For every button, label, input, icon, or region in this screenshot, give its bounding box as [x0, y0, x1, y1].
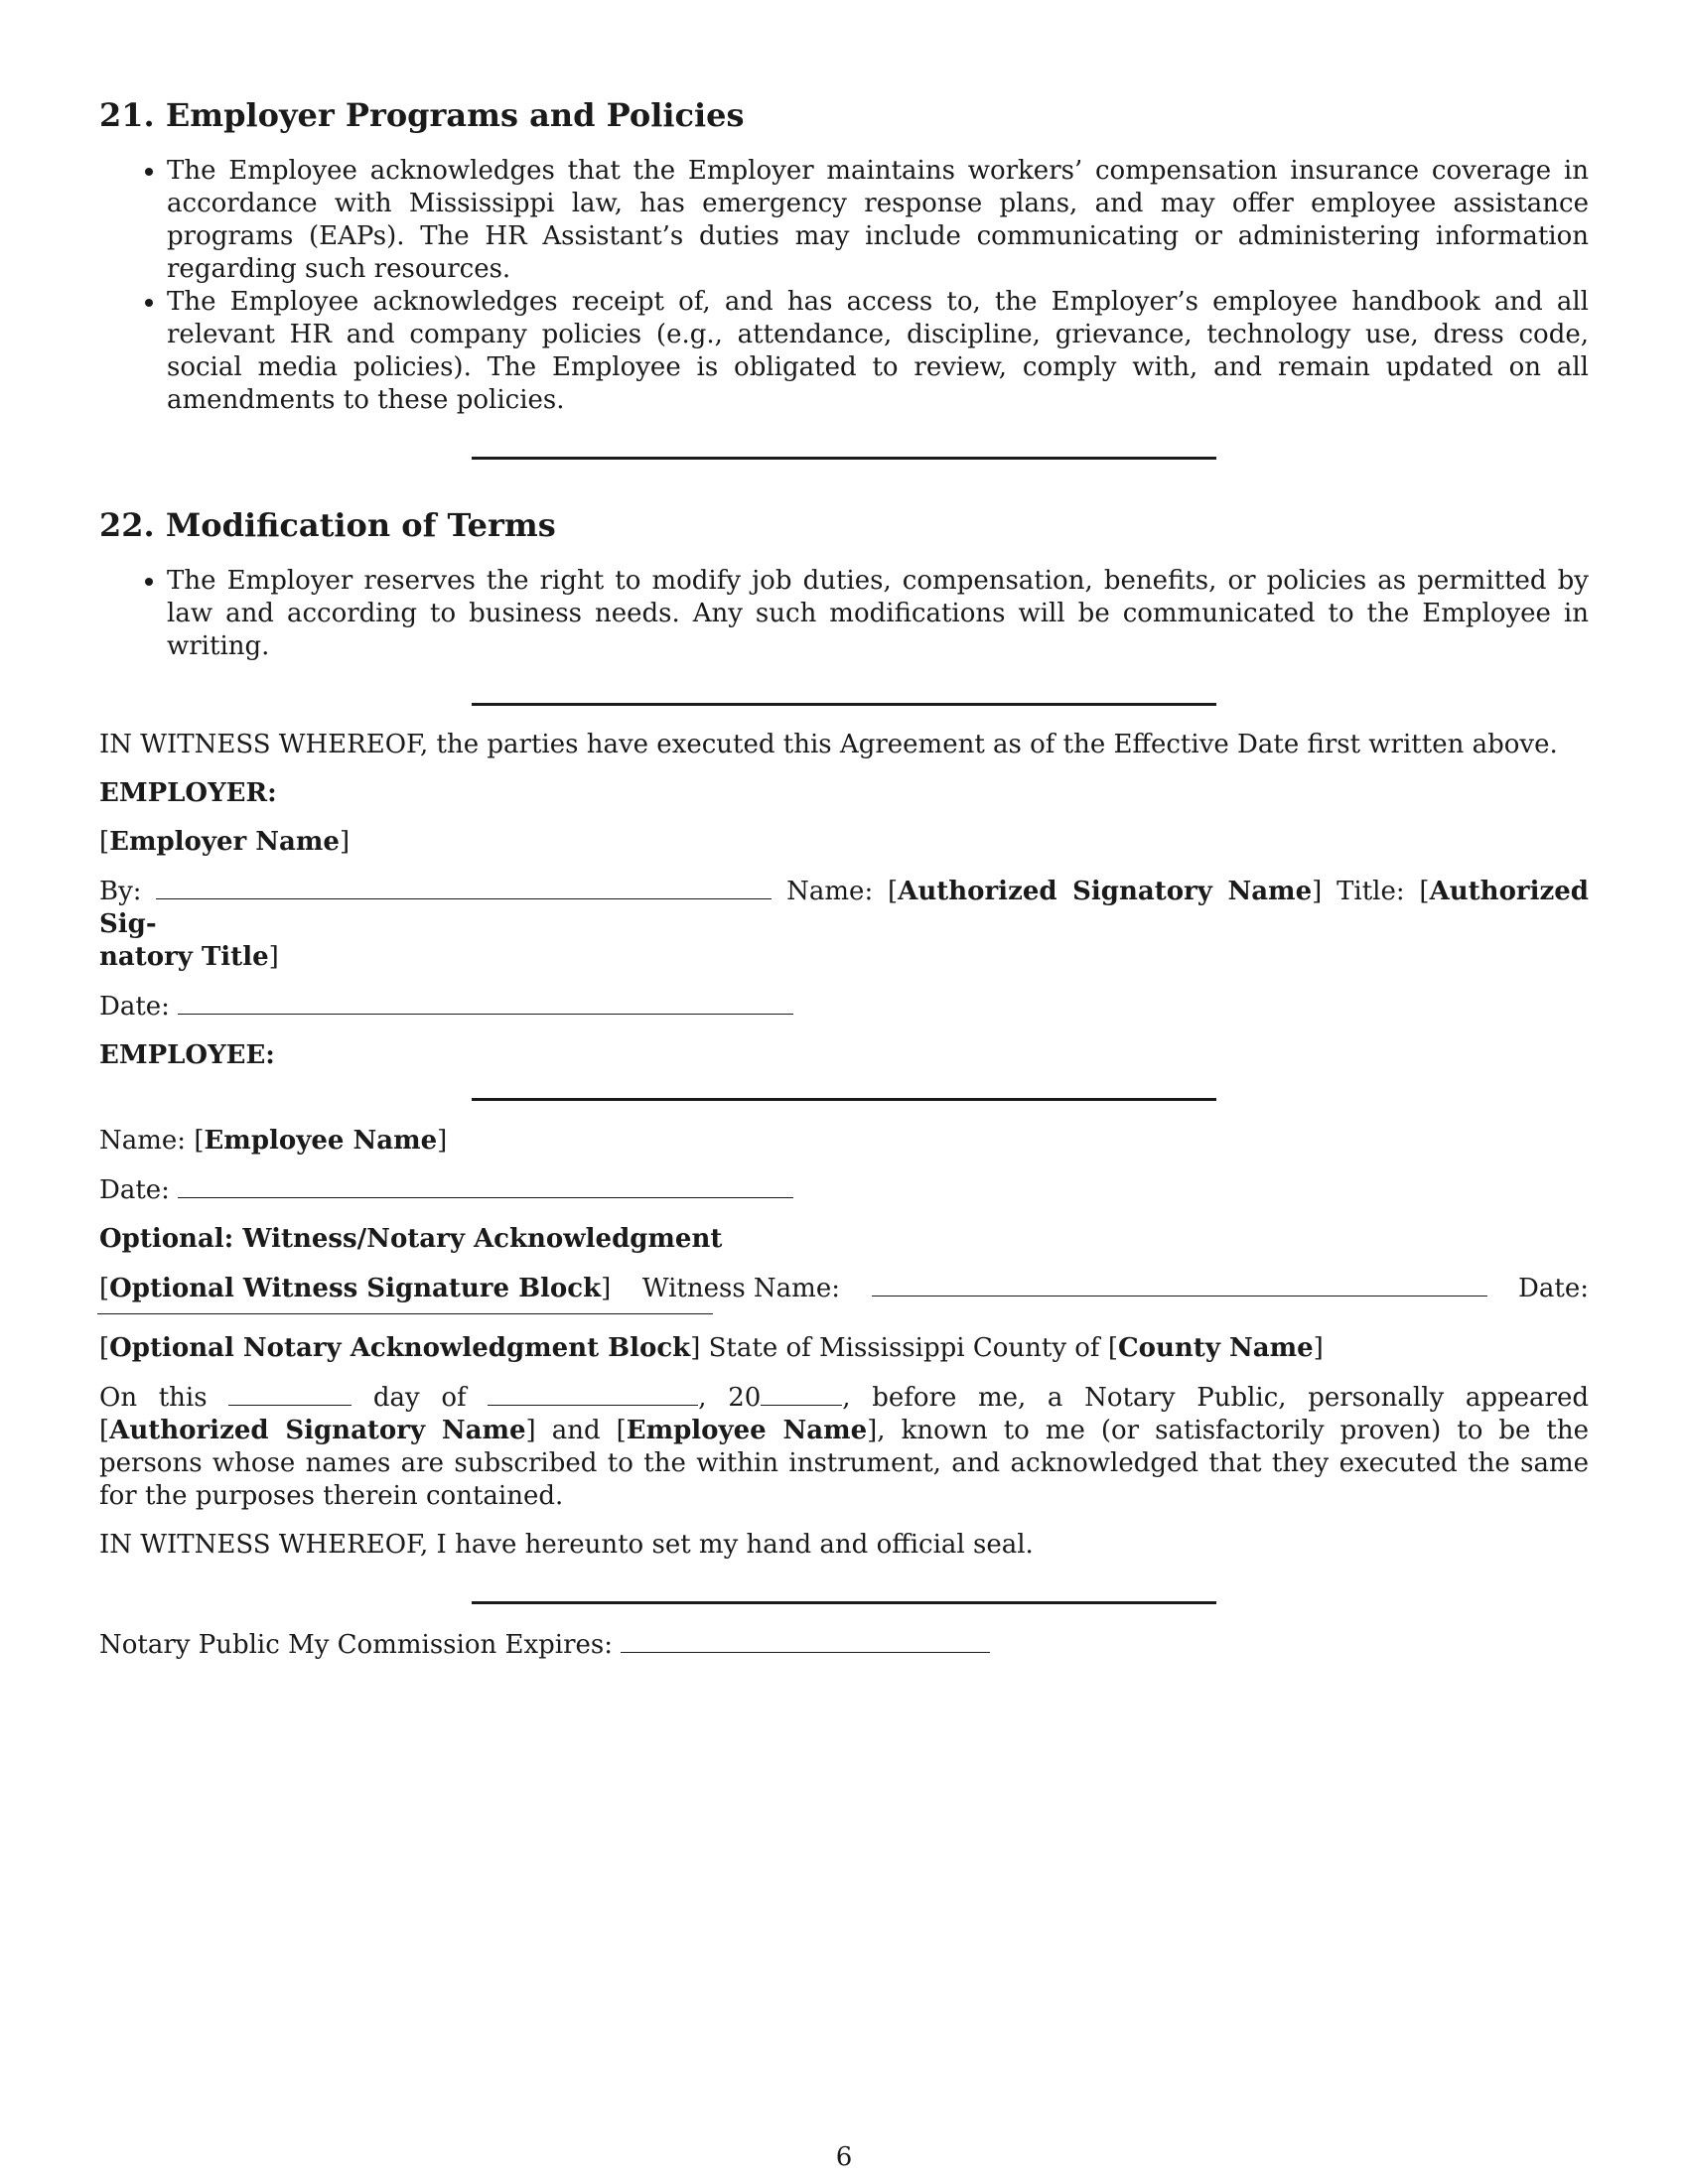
employee-name-label: Name:	[99, 1126, 187, 1156]
employer-date-label: Date:	[99, 992, 170, 1022]
section-22-bullet-1: • The Employer reserves the right to modify job duties, compensation, benefits, or policies as permitted by law and according to business needs. Any such modifications will be communicated to the Employee in writing.	[167, 565, 1589, 663]
notary-block-placeholder: Optional Notary Acknowledgment Block	[109, 1333, 691, 1363]
employee-signature-rule[interactable]	[472, 1098, 1216, 1101]
section-21-heading: 21. Employer Programs and Policies	[99, 96, 745, 134]
employer-name-placeholder: Employer Name	[109, 827, 340, 857]
notary-text-and: and	[535, 1416, 617, 1445]
notary-month-blank[interactable]	[488, 1381, 698, 1406]
notary-block-line: [Optional Notary Acknowledgment Block] State of Mississippi County of [County Name]	[99, 1333, 1324, 1363]
county-name-placeholder: County Name	[1117, 1333, 1314, 1363]
employee-name-line: Name: [Employee Name]	[99, 1126, 448, 1156]
notary-signatory-name: Authorized Signatory Name	[109, 1416, 526, 1445]
section-22-heading: 22. Modification of Terms	[99, 506, 556, 544]
by-label: By:	[99, 877, 142, 906]
employee-date-label: Date:	[99, 1175, 170, 1205]
notary-employee-name: Employee Name	[626, 1416, 868, 1445]
commission-label: Notary Public My Commission Expires:	[99, 1630, 614, 1660]
notary-text-year-prefix: , 20	[698, 1383, 762, 1413]
section-divider	[472, 703, 1216, 706]
notary-day-blank[interactable]	[228, 1381, 352, 1406]
witness-date-label: Date:	[1518, 1274, 1589, 1303]
section-21-bullet-1: • The Employee acknowledges that the Employer maintains workers’ compensation insurance coverage in accordance with Mississippi law, has emergency response plans, and may offer employee assistance programs (EAPs). The HR Assistant’s duties may include communicating or administering information regarding such resources.	[167, 155, 1589, 286]
authorized-signatory-title: Authorized Sig-	[99, 877, 1589, 939]
witness-block-placeholder: Optional Witness Signature Block	[109, 1274, 602, 1303]
employer-label: EMPLOYER:	[99, 778, 277, 808]
notary-text-on-this: On this	[99, 1383, 208, 1413]
employee-name-placeholder: Employee Name	[204, 1126, 438, 1156]
employer-date-line	[99, 990, 1589, 1024]
section-divider	[472, 457, 1216, 460]
witness-block-label: [Optional Witness Signature Block]	[99, 1274, 612, 1303]
section-22-list	[99, 565, 1589, 663]
seal-statement: IN WITNESS WHEREOF, I have hereunto set my hand and official seal.	[99, 1530, 1034, 1560]
commission-line	[99, 1628, 1589, 1662]
witness-date-blank[interactable]	[97, 1313, 713, 1314]
section-21-list	[99, 155, 1589, 417]
notary-signature-rule[interactable]	[472, 1601, 1216, 1604]
name-label: Name:	[786, 877, 874, 906]
state-county-text: State of Mississippi County of	[700, 1333, 1108, 1363]
employer-name-line: [Employer Name]	[99, 827, 351, 857]
witness-row	[99, 1272, 1589, 1305]
section-21-bullet-2: • The Employee acknowledges receipt of, and has access to, the Employer’s employee handbook and all relevant HR and company policies (e.g., attendance, discipline, grievance, technology use, dress code, social media policies). The Employee is obligated to review, comply with, and remain updated on all amendments to these policies.	[167, 286, 1589, 417]
witness-name-label: Witness Name:	[641, 1274, 840, 1303]
employer-signature-blank[interactable]	[156, 875, 772, 899]
document-page	[99, 95, 1589, 1662]
employer-date-blank[interactable]	[178, 990, 793, 1015]
employer-signature-line: By: Name: [Authorized Signatory Name] Title: [Authorized Sig- natory Title]	[99, 877, 1589, 972]
optional-heading: Optional: Witness/Notary Acknowledgment	[99, 1224, 723, 1254]
notary-paragraph: On this day of , 20 , before me, a Notary Public, personally appeared [Authorized Signatory Name] and [Employee Name], known to me (or satisfactorily proven) to be the persons whose names are subscribed to the within instrument, and acknowledged that they executed the same for the purposes therein contained.	[99, 1383, 1590, 1511]
employee-date-blank[interactable]	[178, 1173, 793, 1198]
witness-statement: IN WITNESS WHEREOF, the parties have executed this Agreement as of the Effective Date first written above.	[99, 730, 1558, 759]
notary-text-day-of: day of	[372, 1383, 467, 1413]
notary-text-rest: , known to me (or satisfactorily proven) to be the persons whose names are subscribed to the within instrument, and acknowledged that they executed the same for the purposes therein contained.	[99, 1416, 1590, 1511]
witness-name-blank[interactable]	[872, 1272, 1487, 1297]
employee-date-line	[99, 1173, 1589, 1207]
notary-text-before: , before me, a Notary Public, personally appeared	[842, 1383, 1589, 1413]
commission-expires-blank[interactable]	[621, 1628, 990, 1653]
authorized-signatory-title-cont: natory Title	[99, 942, 269, 972]
page-number: 6	[835, 2142, 853, 2172]
authorized-signatory-name: Authorized Signatory Name	[898, 877, 1313, 906]
notary-year-blank[interactable]	[761, 1381, 842, 1406]
title-label: Title:	[1336, 877, 1405, 906]
employee-label: EMPLOYEE:	[99, 1040, 275, 1070]
